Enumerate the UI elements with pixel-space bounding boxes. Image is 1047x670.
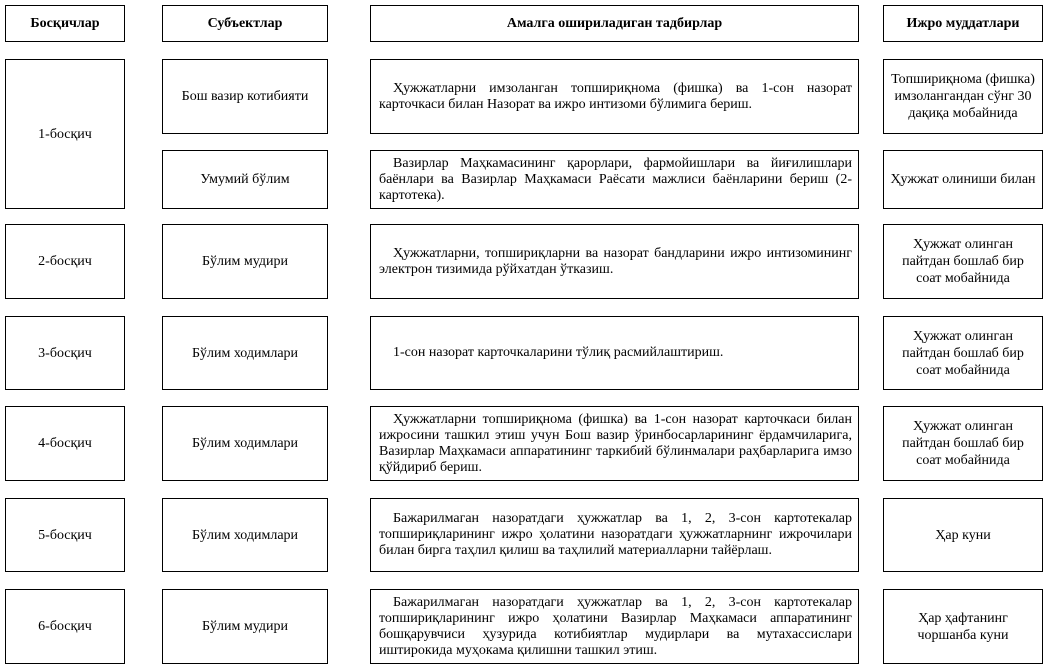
- deadline-row-6: Ҳар куни: [883, 498, 1043, 572]
- action-text-3: Ҳужжатларни, топшириқларни ва назорат бандларини ижро интизомининг электрон тизимида рўйхатдан ўтказиш.: [379, 245, 852, 277]
- deadline-row-4: Ҳужжат олинган пайтдан бошлаб бир соат мобайнида: [883, 316, 1043, 390]
- action-row-1: [370, 59, 859, 134]
- action-row-6: [370, 498, 859, 572]
- deadline-row-2: Ҳужжат олиниши билан: [883, 150, 1043, 209]
- subject-row-1: Бош вазир котибияти: [162, 59, 328, 134]
- subject-row-5: Бўлим ходимлари: [162, 406, 328, 481]
- action-text-1: Ҳужжатларни имзоланган топшириқнома (фишка) ва 1-сон назорат карточкаси билан Назорат ва ижро интизоми бўлимига бериш.: [379, 80, 852, 112]
- stage-1: 1-босқич: [5, 59, 125, 209]
- stage-5: 5-босқич: [5, 498, 125, 572]
- stage-4: 4-босқич: [5, 406, 125, 481]
- action-row-2: [370, 150, 859, 209]
- subject-row-4: Бўлим ходимлари: [162, 316, 328, 390]
- action-row-3: [370, 224, 859, 299]
- header-deadlines: Ижро муддатлари: [883, 5, 1043, 42]
- action-row-7: [370, 589, 859, 664]
- action-text-6: Бажарилмаган назоратдаги ҳужжатлар ва 1, 2, 3-сон картотекалар топшириқларининг ижро ҳолатини назоратдаги ҳужжатларнинг ижрочилари билан бирга таҳлил қилиш ва таҳлилий материалларни тайёрлаш.: [379, 511, 852, 558]
- subject-row-3: Бўлим мудири: [162, 224, 328, 299]
- header-stages: Босқичлар: [5, 5, 125, 42]
- stage-6: 6-босқич: [5, 589, 125, 664]
- stage-3: 3-босқич: [5, 316, 125, 390]
- header-subjects: Субъектлар: [162, 5, 328, 42]
- deadline-row-3: Ҳужжат олинган пайтдан бошлаб бир соат мобайнида: [883, 224, 1043, 299]
- action-row-4: [370, 316, 859, 390]
- deadline-row-7: Ҳар ҳафтанинг чоршанба куни: [883, 589, 1043, 664]
- action-text-2: Вазирлар Маҳкамасининг қарорлари, фармойишлари ва йиғилишлари баёнлари ва Вазирлар Маҳкамаси Раёсати мажлиси баёнларини бериш (2-картотека).: [379, 155, 852, 203]
- header-actions: Амалга ошириладиган тадбирлар: [370, 5, 859, 42]
- action-text-4: 1-сон назорат карточкаларини тўлиқ расмийлаштириш.: [393, 345, 724, 360]
- subject-row-6: Бўлим ходимлари: [162, 498, 328, 572]
- deadline-row-1: Топшириқнома (фишка) имзолангандан сўнг 30 дақиқа мобайнида: [883, 59, 1043, 134]
- deadline-row-5: Ҳужжат олинган пайтдан бошлаб бир соат мобайнида: [883, 406, 1043, 481]
- stage-2: 2-босқич: [5, 224, 125, 299]
- action-text-5: Ҳужжатларни топшириқнома (фишка) ва 1-сон назорат карточкаси билан ижросини ташкил этиш учун Бош вазир ўринбосарларининг ёрдамчиларига, Вазирлар Маҳкамаси аппаратининг таркибий бўлинмалари раҳбарларига имзо қўйдириб бериш.: [379, 411, 852, 475]
- action-text-7: Бажарилмаган назоратдаги ҳужжатлар ва 1, 2, 3-сон картотекалар топшириқларининг ижро ҳолатини Вазирлар Маҳкамаси аппаратининг бошқарувчиси ҳузурида котибиятлар мудирлари ва мутахассислари иштирокида муҳокама қилишни ташкил этиш.: [379, 594, 852, 658]
- subject-row-7: Бўлим мудири: [162, 589, 328, 664]
- subject-row-2: Умумий бўлим: [162, 150, 328, 209]
- action-row-5: [370, 406, 859, 481]
